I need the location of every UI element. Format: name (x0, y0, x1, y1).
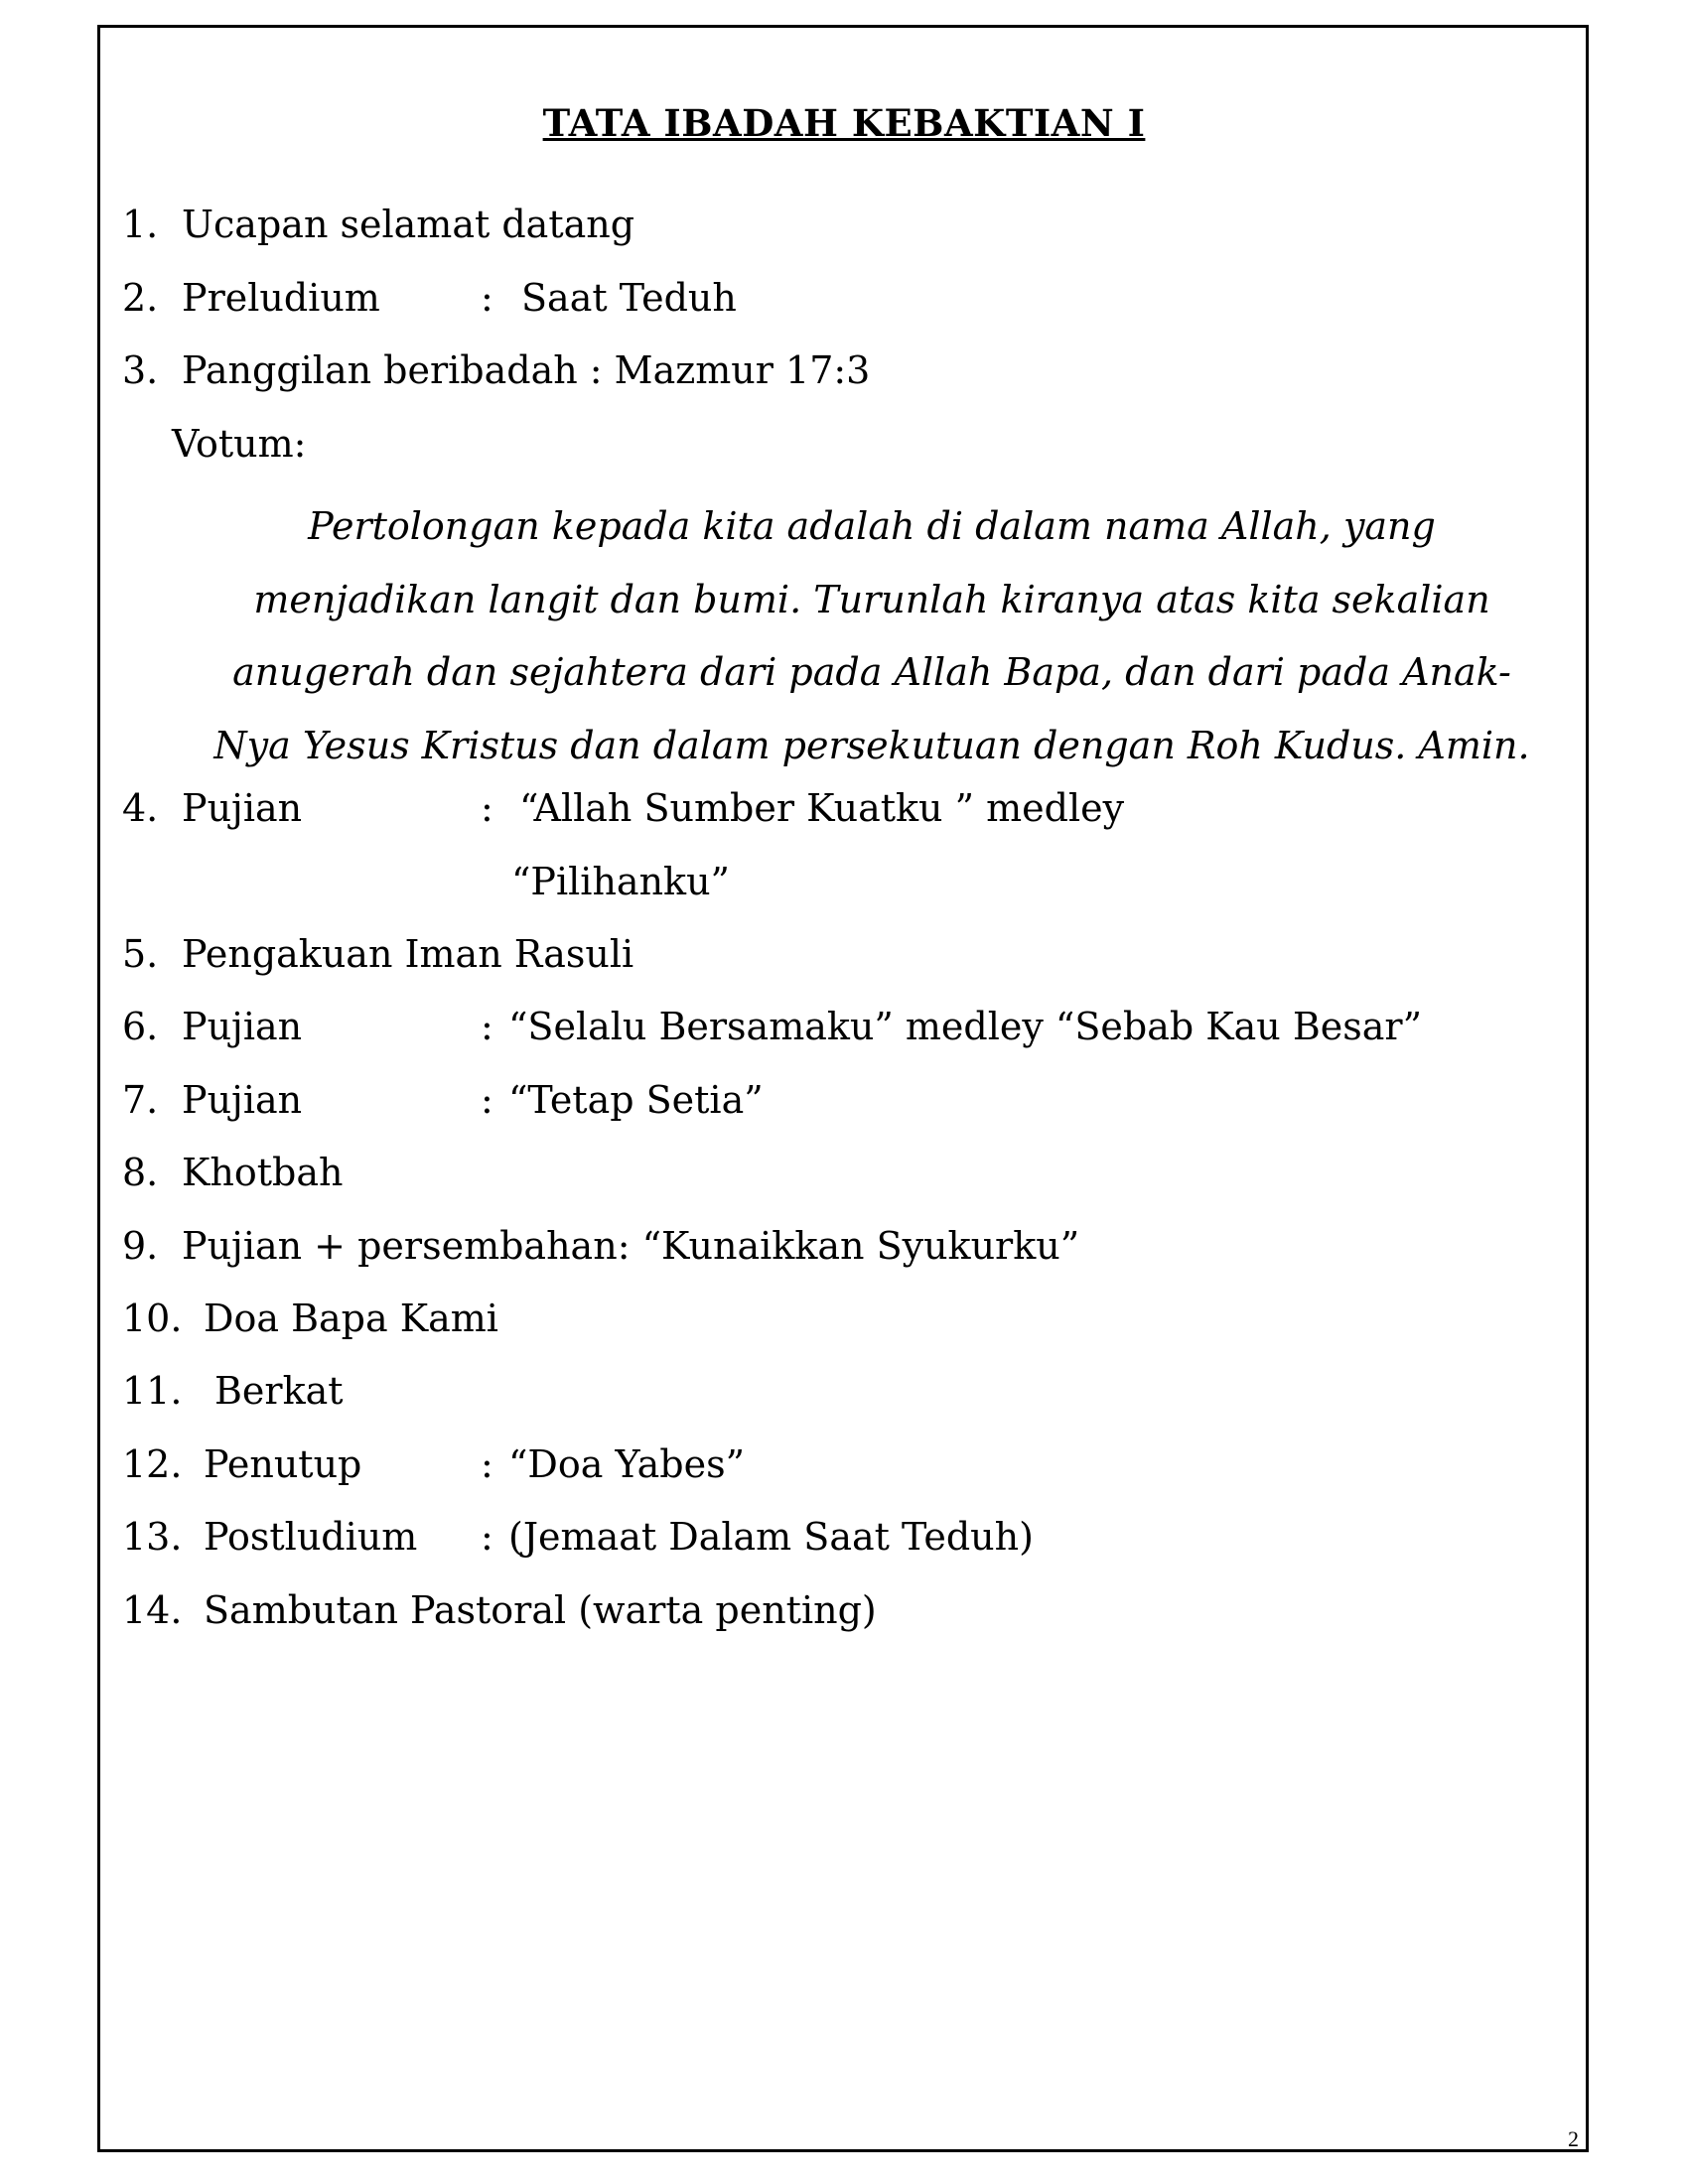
item-colon: : (481, 786, 493, 830)
item-colon: : (481, 1005, 493, 1048)
item-number: 4. (122, 786, 159, 830)
item-colon: : (481, 1515, 493, 1559)
item-label: Khotbah (182, 1151, 344, 1194)
item-number: 10. (122, 1297, 183, 1340)
item-colon: : (481, 1078, 493, 1122)
item-number: 9. (122, 1224, 159, 1268)
item-value: “Tetap Setia” (508, 1078, 764, 1122)
item-value: “Selalu Bersamaku” medley “Sebab Kau Besar” (508, 1005, 1423, 1048)
votum-label: Votum: (172, 422, 307, 466)
item-number: 2. (122, 276, 159, 320)
item-value: “Allah Sumber Kuatku ” medley (519, 786, 1125, 830)
item-colon: : (481, 1442, 493, 1486)
item-label: Preludium (182, 276, 380, 320)
item-value-continued: “Pilihanku” (511, 860, 730, 903)
item-label: Penutup (204, 1442, 362, 1486)
item-label: Panggilan beribadah : Mazmur 17:3 (182, 348, 871, 392)
item-label: Doa Bapa Kami (204, 1297, 498, 1340)
item-value: (Jemaat Dalam Saat Teduh) (508, 1515, 1034, 1559)
item-number: 12. (122, 1442, 183, 1486)
item-number: 11. (122, 1369, 183, 1413)
page-title: TATA IBADAH KEBAKTIAN I (542, 101, 1146, 145)
item-label: Sambutan Pastoral (warta penting) (204, 1588, 877, 1632)
item-number: 6. (122, 1005, 159, 1048)
votum-line: anugerah dan sejahtera dari pada Allah Bapa, dan dari pada Anak- (232, 650, 1511, 694)
item-label: Pujian (182, 1078, 303, 1122)
votum-line: menjadikan langit dan bumi. Turunlah kiranya atas kita sekalian (253, 577, 1490, 621)
item-number: 7. (122, 1078, 159, 1122)
item-number: 1. (122, 203, 159, 246)
item-colon: : (481, 276, 493, 320)
item-number: 5. (122, 932, 159, 976)
votum-line: Nya Yesus Kristus dan dalam persekutuan dengan Roh Kudus. Amin. (213, 723, 1530, 767)
item-number: 14. (122, 1588, 183, 1632)
item-number: 13. (122, 1515, 183, 1559)
item-number: 3. (122, 348, 159, 392)
item-label: Ucapan selamat datang (182, 203, 635, 246)
item-label: Berkat (214, 1369, 344, 1413)
item-label: Postludium (204, 1515, 418, 1559)
item-value: Saat Teduh (521, 276, 737, 320)
votum-text (177, 490, 1567, 782)
item-label: Pujian (182, 786, 303, 830)
item-label: Pengakuan Iman Rasuli (182, 932, 634, 976)
page-number: 2 (1568, 2126, 1579, 2151)
item-value: “Doa Yabes” (508, 1442, 746, 1486)
item-number: 8. (122, 1151, 159, 1194)
votum-line: Pertolongan kepada kita adalah di dalam nama Allah, yang (308, 504, 1436, 548)
item-label: Pujian + persembahan: “Kunaikkan Syukurku” (182, 1224, 1080, 1268)
item-label: Pujian (182, 1005, 303, 1048)
